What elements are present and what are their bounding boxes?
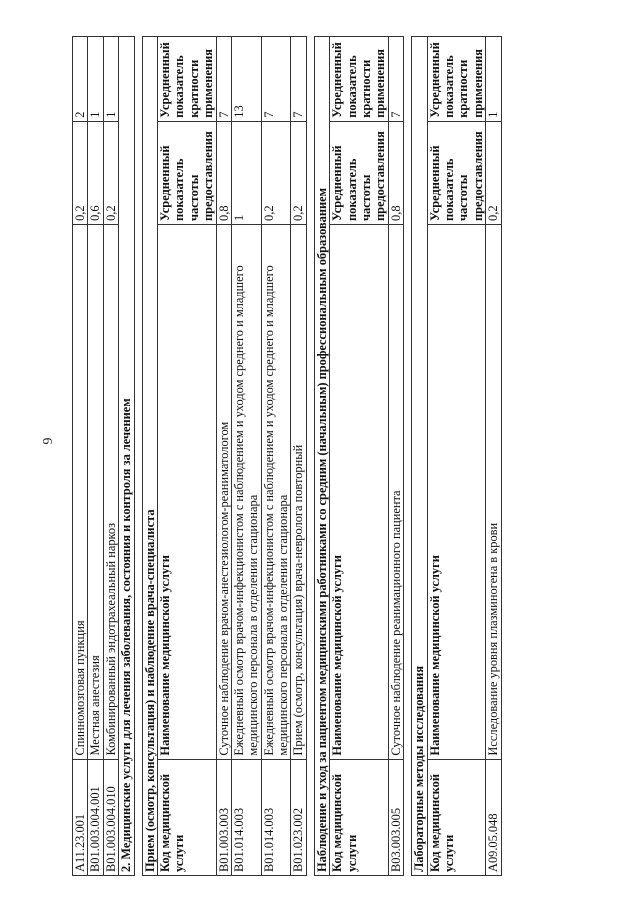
block-title: Прием (осмотр, консультация) и наблюдение врача-специалиста bbox=[142, 37, 157, 876]
frequency-value: 1 bbox=[231, 121, 261, 224]
service-code: B01.003.003 bbox=[216, 759, 231, 875]
table-row bbox=[216, 37, 231, 876]
service-code: B01.003.004.010 bbox=[103, 759, 118, 875]
multiplicity-value: 13 bbox=[231, 37, 261, 122]
service-name: Местная анестезия bbox=[88, 224, 103, 759]
header-name: Наименование медицинской услуги bbox=[157, 224, 216, 759]
service-code: B03.003.005 bbox=[388, 759, 403, 875]
header-row bbox=[157, 37, 216, 876]
multiplicity-value: 7 bbox=[261, 37, 291, 122]
header-row bbox=[427, 37, 486, 876]
table-row bbox=[388, 37, 403, 876]
frequency-value: 0,2 bbox=[103, 121, 118, 224]
header-code: Код медицинской услуги bbox=[330, 759, 389, 875]
multiplicity-value: 1 bbox=[103, 37, 118, 122]
block-title: Наблюдение и уход за пациентом медицинскими работниками со средним (начальным) профессиональным образованием bbox=[314, 37, 329, 876]
frequency-value: 0,8 bbox=[216, 121, 231, 224]
page-number: 6 bbox=[39, 437, 54, 445]
service-code: B01.014.003 bbox=[231, 759, 261, 875]
table-row bbox=[103, 37, 118, 876]
service-code: B01.023.002 bbox=[291, 759, 306, 875]
service-name: Прием (осмотр, консультация) врача-невролога повторный bbox=[291, 224, 306, 759]
header-frequency: Усредненный показатель частоты предоставления bbox=[427, 121, 486, 224]
block-title-row bbox=[142, 37, 157, 876]
multiplicity-value: 1 bbox=[486, 37, 501, 122]
header-frequency: Усредненный показатель частоты предоставления bbox=[157, 121, 216, 224]
table-top bbox=[72, 36, 135, 876]
frequency-value: 0,8 bbox=[388, 121, 403, 224]
frequency-value: 0,2 bbox=[486, 121, 501, 224]
frequency-value: 0,2 bbox=[291, 121, 306, 224]
header-name: Наименование медицинской услуги bbox=[427, 224, 486, 759]
multiplicity-value: 7 bbox=[388, 37, 403, 122]
table-row bbox=[88, 37, 103, 876]
header-multiplicity: Усредненный показатель кратности применения bbox=[330, 37, 389, 122]
section-title: 2. Медицинские услуги для лечения заболевания, состояния и контроля за лечением bbox=[119, 37, 134, 876]
service-name: Комбинированный эндотрахеальный наркоз bbox=[103, 224, 118, 759]
service-name: Спинномозговая пункция bbox=[73, 224, 88, 759]
header-multiplicity: Усредненный показатель кратности применения bbox=[157, 37, 216, 122]
header-row bbox=[330, 37, 389, 876]
frequency-value: 0,2 bbox=[261, 121, 291, 224]
header-name: Наименование медицинской услуги bbox=[330, 224, 389, 759]
rotated-document bbox=[72, 36, 502, 876]
frequency-value: 0,6 bbox=[88, 121, 103, 224]
block-title-row bbox=[314, 37, 329, 876]
service-code: A09.05.048 bbox=[486, 759, 501, 875]
header-code: Код медицинской услуги bbox=[157, 759, 216, 875]
service-name: Ежедневный осмотр врачом-инфекционистом с наблюдением и уходом среднего и младшего медицинского персонала в отделении стационара bbox=[231, 224, 261, 759]
service-name: Ежедневный осмотр врачом-инфекционистом с наблюдением и уходом среднего и младшего медицинского персонала в отделении стационара bbox=[261, 224, 291, 759]
section-title-row bbox=[119, 37, 134, 876]
multiplicity-value: 7 bbox=[216, 37, 231, 122]
table-row bbox=[261, 37, 291, 876]
table-row bbox=[291, 37, 306, 876]
block-title: Лабораторные методы исследования bbox=[412, 37, 427, 876]
table-row bbox=[73, 37, 88, 876]
service-code: B01.014.003 bbox=[261, 759, 291, 875]
header-code: Код медицинской услуги bbox=[427, 759, 486, 875]
service-name: Исследование уровня плазминогена в крови bbox=[486, 224, 501, 759]
header-frequency: Усредненный показатель частоты предоставления bbox=[330, 121, 389, 224]
multiplicity-value: 7 bbox=[291, 37, 306, 122]
table-lab bbox=[411, 36, 501, 876]
header-multiplicity: Усредненный показатель кратности применения bbox=[427, 37, 486, 122]
table-consultations bbox=[142, 36, 307, 876]
block-title-row bbox=[412, 37, 427, 876]
table-nursing bbox=[314, 36, 404, 876]
service-code: B01.003.004.001 bbox=[88, 759, 103, 875]
service-name: Суточное наблюдение реанимационного пациента bbox=[388, 224, 403, 759]
service-name: Суточное наблюдение врачом-анестезиологом-реаниматологом bbox=[216, 224, 231, 759]
multiplicity-value: 2 bbox=[73, 37, 88, 122]
multiplicity-value: 1 bbox=[88, 37, 103, 122]
table-row bbox=[231, 37, 261, 876]
frequency-value: 0,2 bbox=[73, 121, 88, 224]
table-row bbox=[486, 37, 501, 876]
service-code: A11.23.001 bbox=[73, 759, 88, 875]
